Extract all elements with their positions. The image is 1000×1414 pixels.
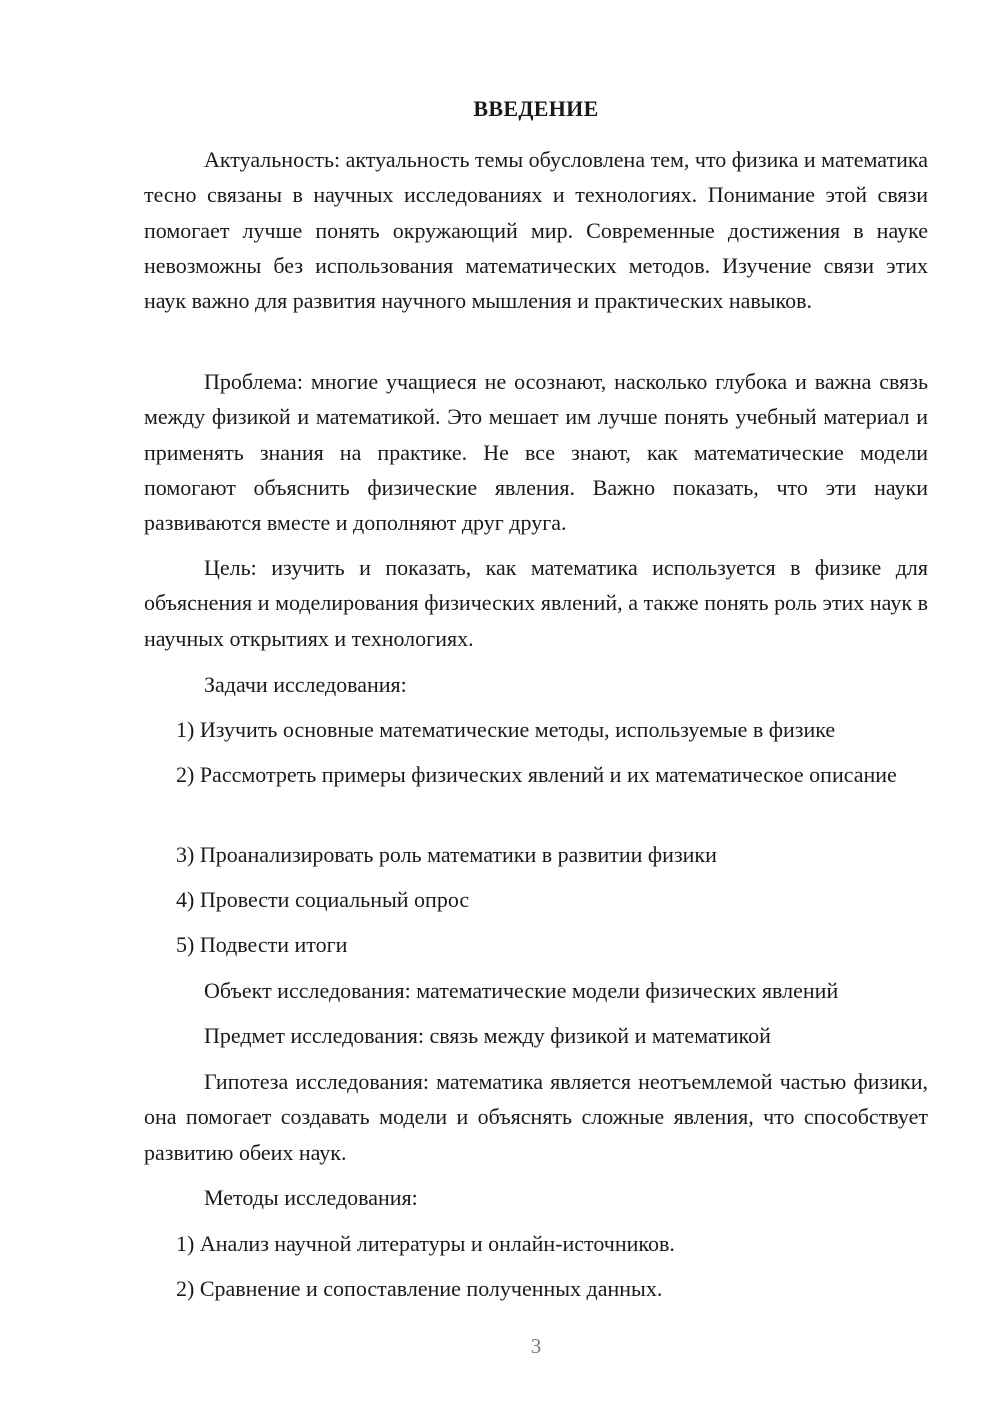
- paragraph-hypothesis: Гипотеза исследования: математика является неотъемлемой частью физики, она помогает создавать модели и объяснять сложные явления, что способствует развитию обеих наук.: [144, 1069, 928, 1165]
- page-number: 3: [530, 1334, 542, 1358]
- method-item-1: 1) Анализ научной литературы и онлайн-источников.: [176, 1231, 675, 1256]
- task-item-4: 4) Провести социальный опрос: [176, 887, 470, 912]
- paragraph-problem: Проблема: многие учащиеся не осознают, насколько глубока и важна связь между физикой и математикой. Это мешает им лучше понять учебный материал и применять знания на практике. Не все знают, как математические модели помогают объяснить физические явления. Важно показать, что эти науки развиваются вместе и дополняют друг друга.: [144, 369, 928, 536]
- task-item-2: 2) Рассмотреть примеры физических явлений и их математическое описание: [176, 762, 897, 787]
- task-item-3: 3) Проанализировать роль математики в развитии физики: [176, 842, 717, 867]
- paragraph-relevance: Актуальность: актуальность темы обусловлена тем, что физика и математика тесно связаны в научных исследованиях и технологиях. Понимание этой связи помогает лучше понять окружающий мир. Современные достижения в науке невозможны без использования математических методов. Изучение связи этих наук важно для развития научного мышления и практических навыков.: [144, 147, 928, 314]
- methods-heading: Методы исследования:: [204, 1185, 418, 1210]
- section-title: ВВЕДЕНИЕ: [473, 96, 599, 121]
- paragraph-subject: Предмет исследования: связь между физикой и математикой: [204, 1023, 771, 1048]
- paragraph-goal: Цель: изучить и показать, как математика используется в физике для объяснения и моделирования физических явлений, а также понять роль этих наук в научных открытиях и технологиях.: [144, 555, 928, 651]
- tasks-heading: Задачи исследования:: [204, 672, 407, 697]
- paragraph-object: Объект исследования: математические модели физических явлений: [204, 978, 839, 1003]
- task-item-1: 1) Изучить основные математические методы, используемые в физике: [176, 717, 836, 742]
- method-item-2: 2) Сравнение и сопоставление полученных данных.: [176, 1276, 663, 1301]
- task-item-5: 5) Подвести итоги: [176, 932, 348, 957]
